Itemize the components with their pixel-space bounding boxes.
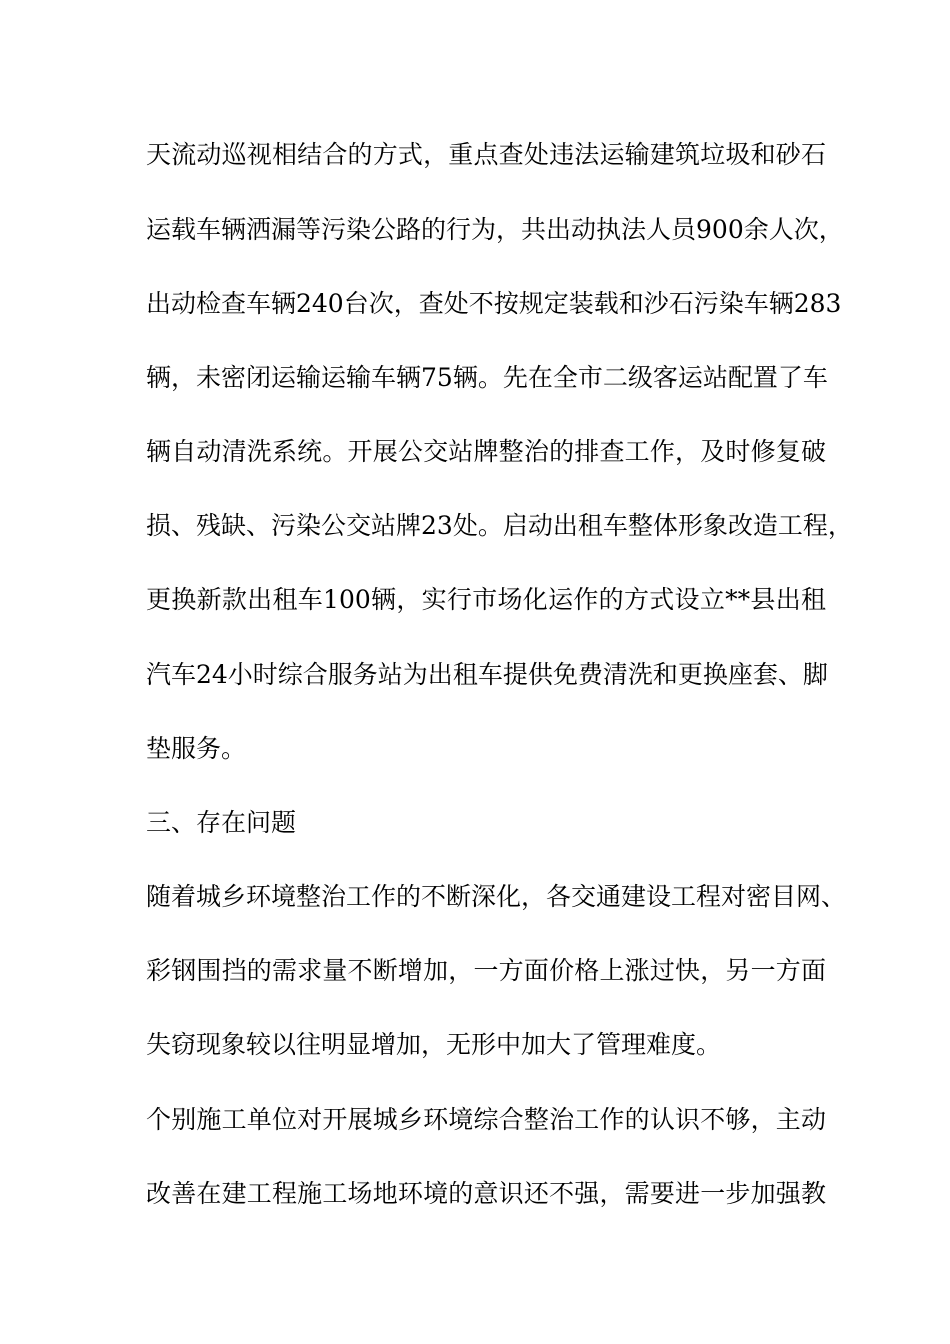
- text-line-6: 损、残缺、污染公交站牌23处。启动出租车整体形象改造工程，: [146, 511, 853, 540]
- text-line-9: 垫服务。: [146, 734, 247, 763]
- text-line-4: 辆，未密闭运输运输车辆75辆。先在全市二级客运站配置了车: [146, 363, 828, 392]
- text-line-15: 改善在建工程施工场地环境的意识还不强，需要进一步加强教: [146, 1179, 826, 1208]
- text-line-8: 汽车24小时综合服务站为出租车提供免费清洗和更换座套、脚: [146, 660, 828, 689]
- text-line-14: 个别施工单位对开展城乡环境综合整治工作的认识不够，主动: [146, 1105, 826, 1134]
- section-heading: 三、存在问题: [146, 808, 297, 837]
- text-line-5: 辆自动清洗系统。开展公交站牌整治的排查工作，及时修复破: [146, 437, 826, 466]
- text-line-7: 更换新款出租车100辆，实行市场化运作的方式设立**县出租: [146, 585, 826, 614]
- text-line-2: 运载车辆洒漏等污染公路的行为，共出动执法人员900余人次，: [146, 215, 844, 244]
- text-line-1: 天流动巡视相结合的方式，重点查处违法运输建筑垃圾和砂石: [146, 140, 826, 169]
- text-line-12: 彩钢围挡的需求量不断增加，一方面价格上涨过快，另一方面: [146, 956, 826, 985]
- text-line-3: 出动检查车辆240台次，查处不按规定装载和沙石污染车辆283: [146, 289, 842, 318]
- text-line-11: 随着城乡环境整治工作的不断深化，各交通建设工程对密目网、: [146, 882, 847, 911]
- text-line-13: 失窃现象较以往明显增加，无形中加大了管理难度。: [146, 1030, 722, 1059]
